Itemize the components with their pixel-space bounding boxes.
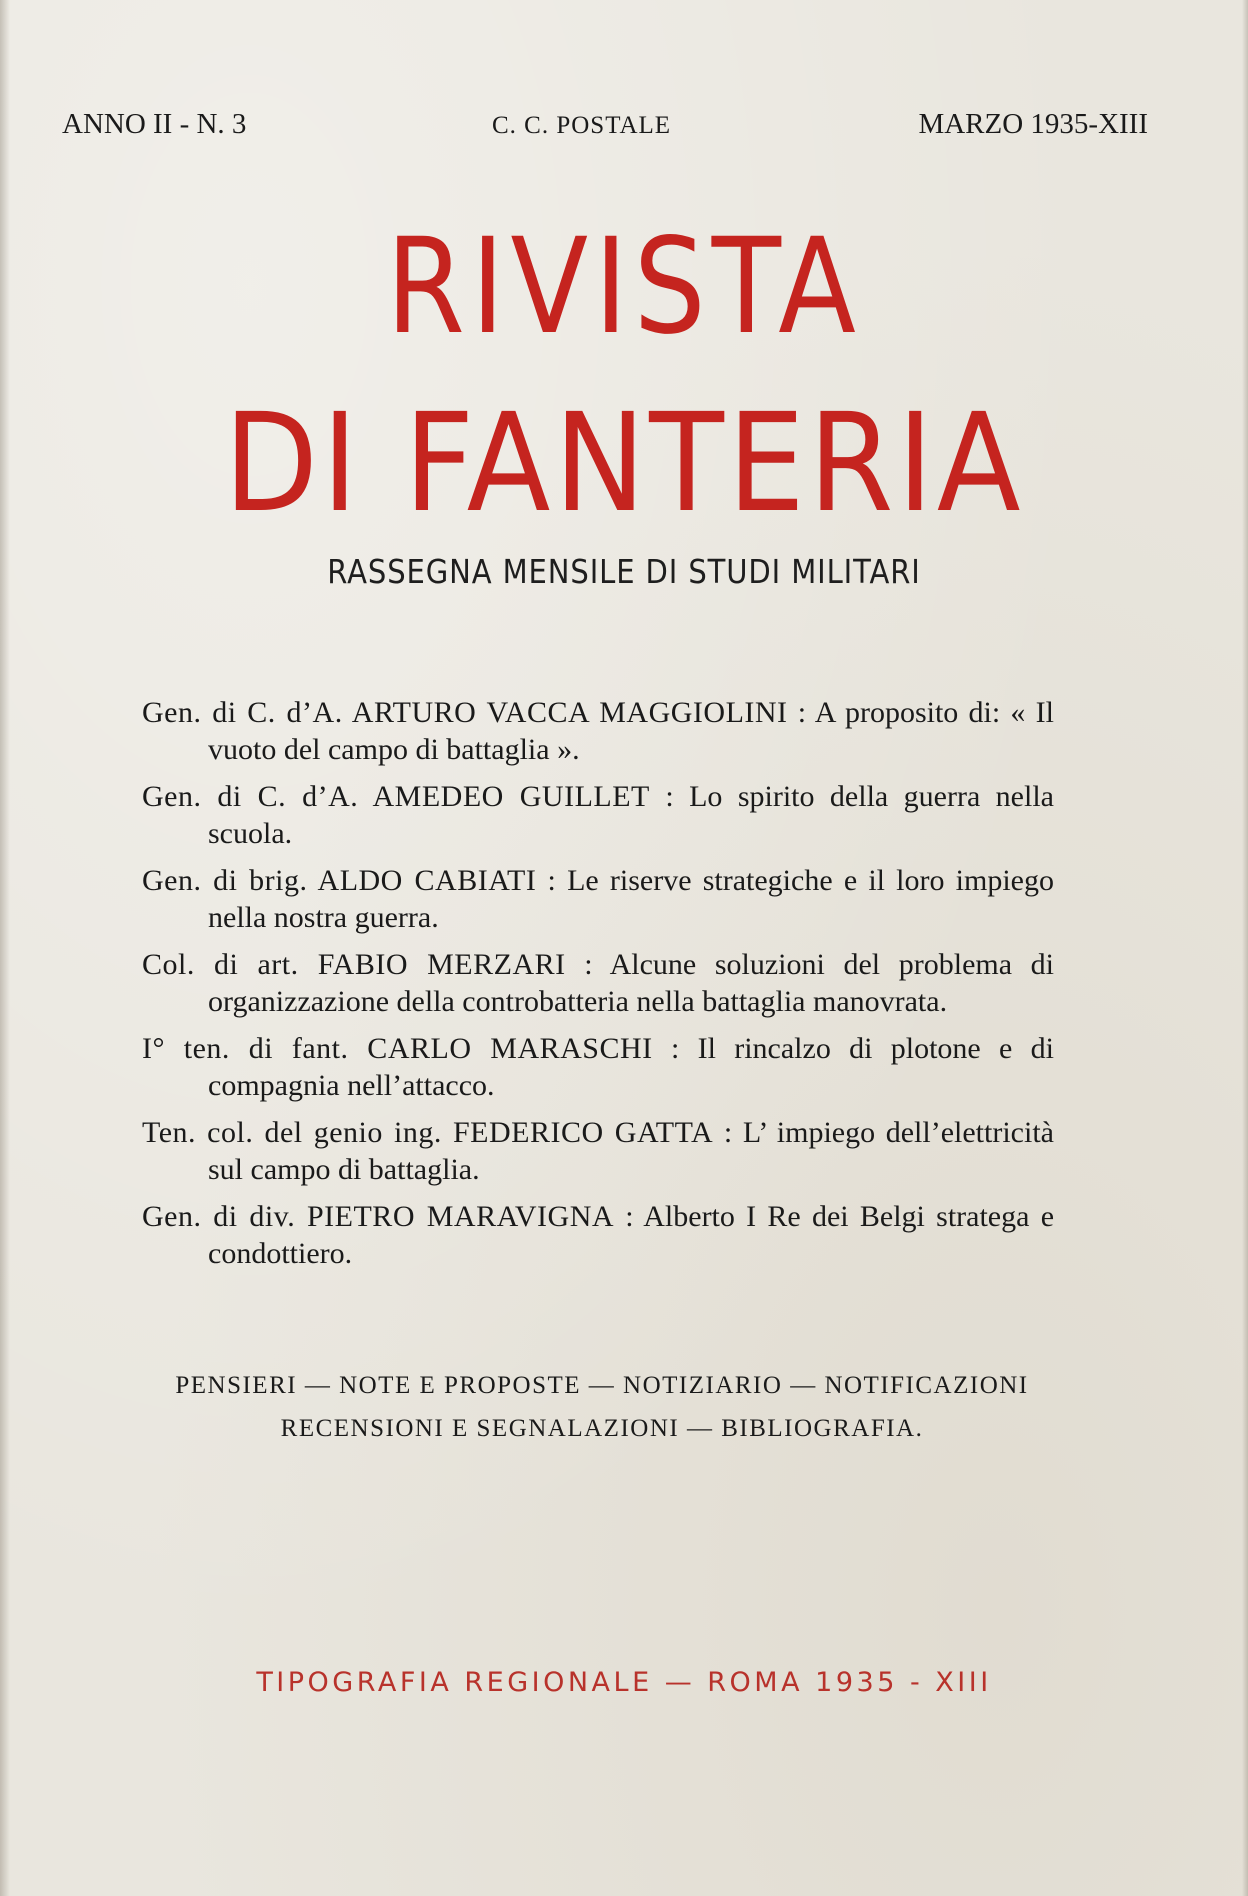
toc-title: Alcune soluzioni del problema di organizzazione della controbatteria nella battaglia manovrata. <box>208 948 1055 1018</box>
toc-author: I° ten. di fant. CARLO MARASCHI <box>142 1032 653 1065</box>
toc-title: A proposito di: « Il vuoto del campo di battaglia ». <box>208 696 1054 766</box>
publisher-imprint: TIPOGRAFIA REGIONALE — ROMA 1935 - XIII <box>256 1667 992 1698</box>
toc-title: Le riserve strategiche e il loro impiego nella nostra guerra. <box>208 864 1054 934</box>
paper-edge-right <box>1242 0 1248 1896</box>
toc-title: Il rincalzo di plotone e di compagnia nell’attacco. <box>208 1032 1054 1102</box>
table-of-contents <box>142 694 1054 1282</box>
toc-author: Gen. di C. d’A. AMEDEO GUILLET <box>142 780 650 813</box>
toc-entry: Col. di art. FABIO MERZARI : Alcune soluzioni del problema di organizzazione della controbatteria nella battaglia manovrata. <box>142 948 1055 1018</box>
subtitle: RASSEGNA MENSILE DI STUDI MILITARI <box>327 552 921 591</box>
sections-line-1: PENSIERI — NOTE E PROPOSTE — NOTIZIARIO — NOTIFICAZIONI <box>175 1372 1029 1399</box>
toc-entry: Ten. col. del genio ing. FEDERICO GATTA : L’ impiego dell’elettricità sul campo di battaglia. <box>142 1116 1054 1186</box>
sections-line-2: RECENSIONI E SEGNALAZIONI — BIBLIOGRAFIA. <box>280 1415 924 1442</box>
toc-author: Gen. di brig. ALDO CABIATI <box>142 864 537 897</box>
toc-title: L’ impiego dell’elettricità sul campo di battaglia. <box>208 1116 1054 1186</box>
title-line-2: DI FANTERIA <box>223 385 1025 543</box>
toc-entry: Gen. di div. PIETRO MARAVIGNA : Alberto I Re dei Belgi stratega e condottiero. <box>142 1200 1055 1270</box>
toc-title: Lo spirito della guerra nella scuola. <box>208 780 1054 850</box>
toc-entry: Gen. di C. d’A. AMEDEO GUILLET : Lo spirito della guerra nella scuola. <box>142 780 1054 850</box>
postal-note: C. C. POSTALE <box>492 112 672 139</box>
toc-entry: I° ten. di fant. CARLO MARASCHI : Il rincalzo di plotone e di compagnia nell’attacco. <box>142 1032 1054 1102</box>
paper-edge-left <box>0 0 10 1896</box>
issue-number: ANNO II - N. 3 <box>62 108 247 140</box>
regular-sections <box>130 1364 1074 1450</box>
cover-header <box>62 108 1148 148</box>
toc-author: Col. di art. FABIO MERZARI <box>142 948 566 981</box>
toc-title: Alberto I Re dei Belgi stratega e condottiero. <box>208 1200 1055 1270</box>
toc-author: Gen. di div. PIETRO MARAVIGNA <box>142 1200 615 1233</box>
title-line-1: RIVISTA <box>386 210 862 364</box>
issue-date: MARZO 1935-XIII <box>918 108 1148 140</box>
toc-entry: Gen. di C. d’A. ARTURO VACCA MAGGIOLINI : A proposito di: « Il vuoto del campo di battaglia ». <box>142 696 1054 766</box>
toc-entry: Gen. di brig. ALDO CABIATI : Le riserve strategiche e il loro impiego nella nostra guerra. <box>142 864 1054 934</box>
toc-author: Gen. di C. d’A. ARTURO VACCA MAGGIOLINI <box>142 696 788 729</box>
toc-author: Ten. col. del genio ing. FEDERICO GATTA <box>142 1116 714 1149</box>
